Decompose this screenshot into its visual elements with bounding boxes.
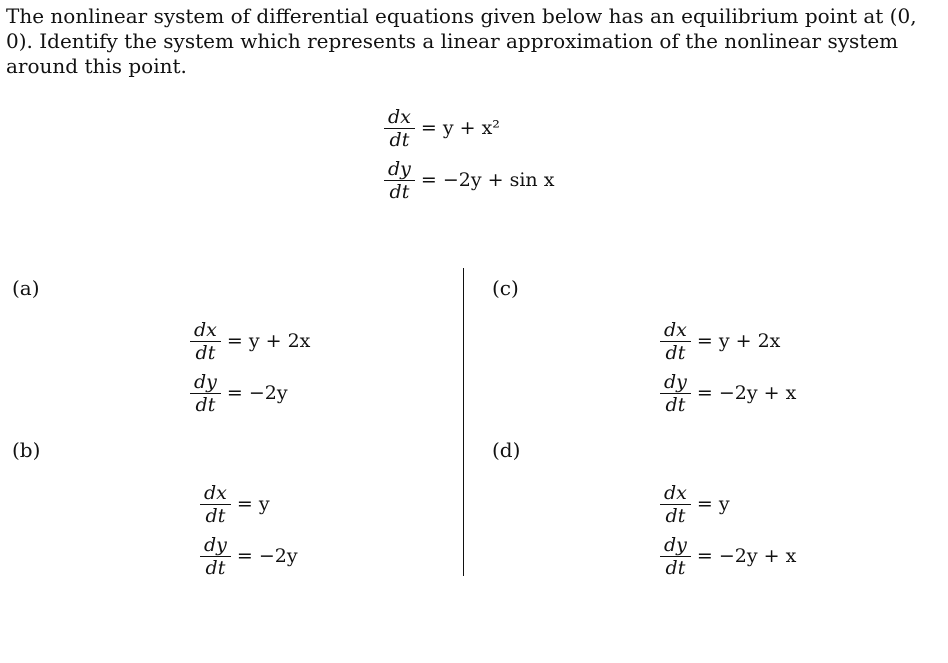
equation-rhs: = y (696, 493, 730, 515)
equation-rhs: = −2y + x (696, 545, 797, 567)
equation-dy (200, 530, 298, 582)
equation-dy (190, 367, 310, 419)
option-d-system[interactable] (660, 478, 796, 582)
equation-rhs: = y + 2x (226, 330, 311, 352)
derivative-dy-dt: $\frac{dy}{dt}$ (200, 534, 231, 579)
equation-dx (384, 102, 554, 154)
equation-rhs: = −2y (236, 545, 298, 567)
column-divider (463, 268, 464, 576)
option-c-system[interactable] (660, 315, 796, 419)
option-b-system[interactable] (200, 478, 298, 582)
equation-rhs: = −2y + x (696, 382, 797, 404)
option-a-label: (a) (12, 276, 40, 300)
equation-rhs: = y + 2x (696, 330, 781, 352)
equation-rhs: = y + x² (420, 117, 500, 139)
equation-rhs: = −2y + sin x (420, 169, 555, 191)
derivative-dx-dt: $\frac{dx}{dt}$ (660, 319, 691, 364)
derivative-dy-dt: $\frac{dy}{dt}$ (660, 534, 691, 579)
question-text: The nonlinear system of differential equations given below has an equilibrium point at (0, 0). Identify the system which represents a linear approximation of the nonlinear system around this point. (6, 4, 917, 78)
option-c-label: (c) (492, 276, 519, 300)
equation-rhs: = y (236, 493, 270, 515)
equation-dx (660, 315, 796, 367)
derivative-dx-dt: $\frac{dx}{dt}$ (660, 482, 691, 527)
equation-dy (384, 154, 554, 206)
equation-dx (660, 478, 796, 530)
derivative-dx-dt: $\frac{dx}{dt}$ (200, 482, 231, 527)
derivative-dy-dt: $\frac{dy}{dt}$ (190, 371, 221, 416)
option-b-label: (b) (12, 438, 41, 462)
equation-dy (660, 367, 796, 419)
main-system (384, 102, 554, 206)
option-d-label: (d) (492, 438, 521, 462)
derivative-dx-dt: $\frac{dx}{dt}$ (384, 106, 415, 151)
equation-rhs: = −2y (226, 382, 288, 404)
derivative-dy-dt: $\frac{dy}{dt}$ (660, 371, 691, 416)
equation-dx (200, 478, 298, 530)
equation-dy (660, 530, 796, 582)
derivative-dy-dt: $\frac{dy}{dt}$ (384, 158, 415, 203)
option-a-system[interactable] (190, 315, 310, 419)
derivative-dx-dt: $\frac{dx}{dt}$ (190, 319, 221, 364)
equation-dx (190, 315, 310, 367)
